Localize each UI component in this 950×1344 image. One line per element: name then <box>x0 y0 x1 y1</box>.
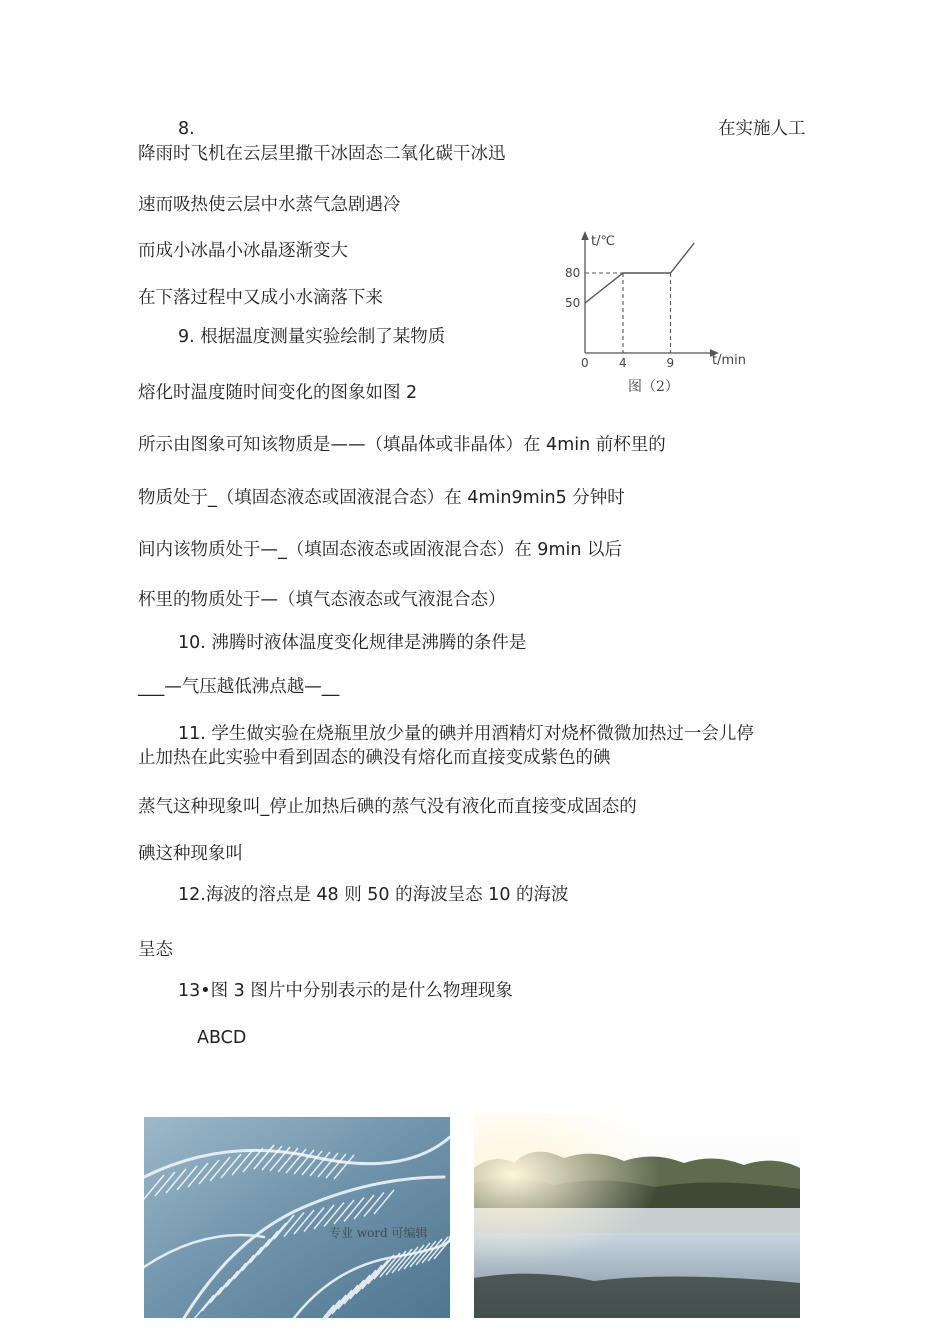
photo-misty-lake <box>474 1113 800 1318</box>
y-axis-label: t/℃ <box>591 234 616 249</box>
q8-text-right: 在实施人工 <box>718 119 806 139</box>
x-tick-label: 0 <box>581 356 589 370</box>
x-tick-label: 4 <box>619 356 627 370</box>
text-line: 间内该物质处于—_（填固态液态或固液混合态）在 9min 以后 <box>138 540 623 560</box>
photo-frost-crystals <box>144 1117 450 1318</box>
q9-line: 9. 根据温度测量实验绘制了某物质 <box>178 327 446 347</box>
q11-line: 11. 学生做实验在烧瓶里放少量的碘并用酒精灯对烧杯微微加热过一会儿停 <box>178 724 754 744</box>
text-line: 而成小冰晶小冰晶逐渐变大 <box>138 241 348 261</box>
text-line: 熔化时温度随时间变化的图象如图 2 <box>138 383 418 403</box>
text-line: ___—气压越低沸点越—__ <box>138 677 340 697</box>
text-line: 止加热在此实验中看到固态的碘没有熔化而直接变成紫色的碘 <box>138 748 611 768</box>
figure-caption: 图（2） <box>628 379 679 395</box>
q10-line: 10. 沸腾时液体温度变化规律是沸腾的条件是 <box>178 633 527 653</box>
watermark: 专业 word 可编辑 <box>329 1226 428 1240</box>
text-line: 降雨时飞机在云层里撒干冰固态二氧化碳干冰迅 <box>138 144 506 164</box>
melting-graph <box>555 225 760 405</box>
x-axis-label: t/min <box>712 353 746 368</box>
q13-line: 13•图 3 图片中分别表示的是什么物理现象 <box>178 981 513 1001</box>
text-line: 所示由图象可知该物质是——（填晶体或非晶体）在 4min 前杯里的 <box>138 435 666 455</box>
text-line: 呈态 <box>138 940 173 960</box>
q8-number: 8. <box>178 119 195 139</box>
y-tick-label: 80 <box>565 266 581 280</box>
text-line: 蒸气这种现象叫_停止加热后碘的蒸气没有液化而直接变成固态的 <box>138 797 637 817</box>
text-line: 在下落过程中又成小水滴落下来 <box>138 288 383 308</box>
text-line: 碘这种现象叫 <box>138 844 243 864</box>
abcd-labels: ABCD <box>197 1028 247 1048</box>
text-line: 物质处于_（填固态液态或固液混合态）在 4min9min5 分钟时 <box>138 488 625 508</box>
q12-line: 12.海波的溶点是 48 则 50 的海波呈态 10 的海波 <box>178 885 569 905</box>
text-line: 速而吸热使云层中水蒸气急剧遇冷 <box>138 195 401 215</box>
y-tick-label: 50 <box>565 296 581 310</box>
text-line: 杯里的物质处于—（填气态液态或气液混合态） <box>138 590 506 610</box>
x-tick-label: 9 <box>666 356 675 370</box>
